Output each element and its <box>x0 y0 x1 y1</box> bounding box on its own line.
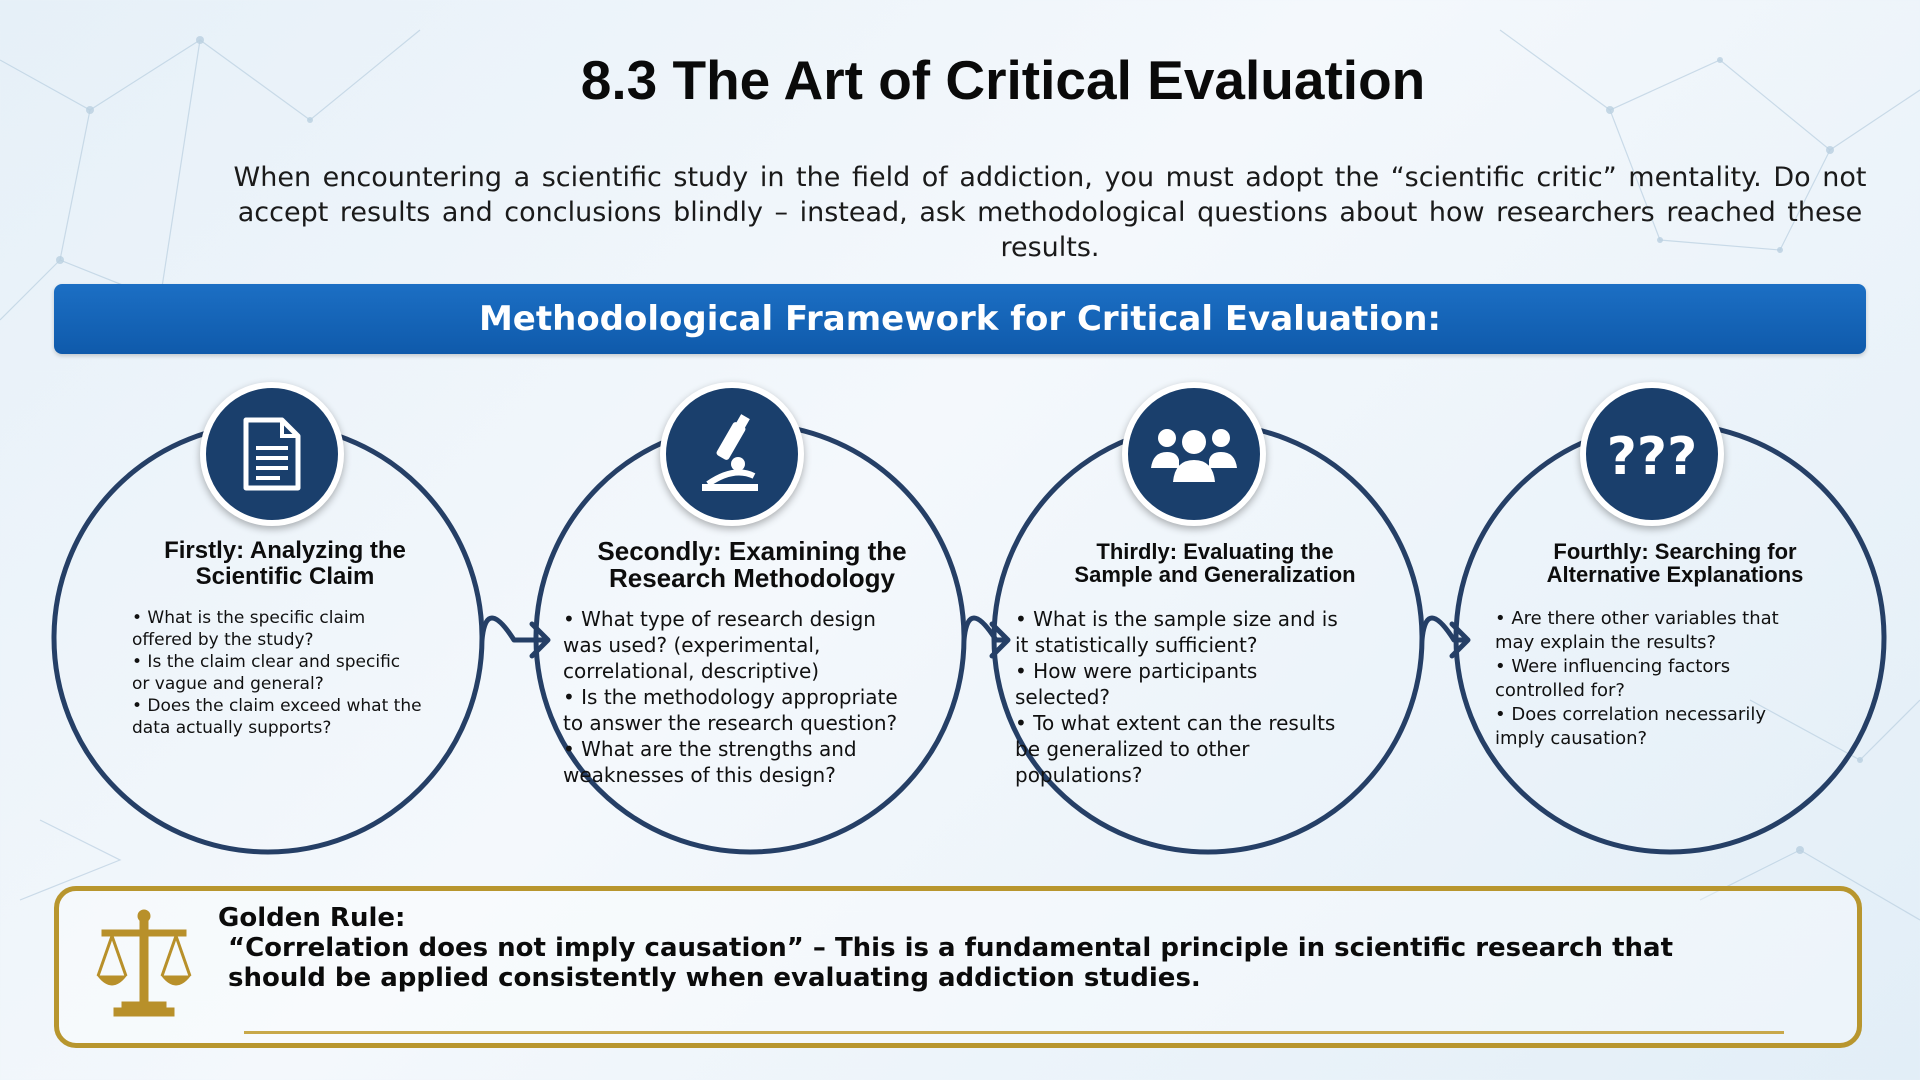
step-4-title: Fourthly: Searching for Alternative Explanations <box>1546 539 1804 587</box>
svg-text:???: ??? <box>1606 427 1698 484</box>
step-2-bullet: • Is the methodology appropriate to answer the research question? <box>563 685 898 735</box>
golden-rule-label: Golden Rule: <box>218 903 406 933</box>
step-1-bullets <box>132 607 452 739</box>
step-3-bullet: • How were participants selected? <box>1015 659 1258 709</box>
framework-banner <box>54 284 1866 354</box>
step-2-bullets <box>563 606 923 788</box>
step-1-title: Firstly: Analyzing the Scientific Claim <box>164 537 406 590</box>
golden-rule-underline <box>244 1031 1784 1034</box>
step-1-bullet: • Does the claim exceed what the data actually supports? <box>132 696 422 738</box>
slide-title: 8.3 The Art of Critical Evaluation <box>580 49 1426 111</box>
document-icon <box>200 382 344 526</box>
step-1-bullet: • What is the specific claim offered by the study? <box>132 608 366 650</box>
step-3-title: Thirdly: Evaluating the Sample and Generalization <box>1074 539 1356 587</box>
step-3-bullet: • To what extent can the results be generalized to other populations? <box>1015 711 1336 787</box>
step-3-bullet: • What is the sample size and is it statistically sufficient? <box>1015 607 1338 657</box>
golden-rule-text <box>218 903 1698 993</box>
golden-rule-statement: “Correlation does not imply causation” – This is a fundamental principle in scientific research that should be applied consistently when evaluating addiction studies. <box>228 933 1674 993</box>
people-group-icon <box>1122 382 1266 526</box>
step-4-bullet: • Does correlation necessarily imply causation? <box>1495 704 1766 749</box>
intro-paragraph: When encountering a scientific study in the field of addiction, you must adopt the “scientific critic” mentality. Do not accept results and conclusions blindly – instead, ask methodological questions about how researchers reached these results. <box>233 162 1867 263</box>
question-marks-icon <box>1580 382 1724 526</box>
step-3-bullets <box>1015 606 1375 788</box>
step-4-bullet: • Are there other variables that may explain the results? <box>1495 608 1779 653</box>
step-1-bullet: • Is the claim clear and specific or vague and general? <box>132 652 401 694</box>
microscope-icon <box>660 382 804 526</box>
step-2-bullet: • What are the strengths and weaknesses of this design? <box>563 737 857 787</box>
step-4-bullet: • Were influencing factors controlled for? <box>1495 656 1731 701</box>
step-2-title: Secondly: Examining the Research Methodology <box>597 536 907 593</box>
framework-banner-label: Methodological Framework for Critical Evaluation: <box>478 299 1442 339</box>
scales-of-justice-icon <box>94 908 194 1028</box>
step-4-bullets <box>1495 607 1825 751</box>
step-2-bullet: • What type of research design was used? (experimental, correlational, descriptive) <box>563 607 876 683</box>
